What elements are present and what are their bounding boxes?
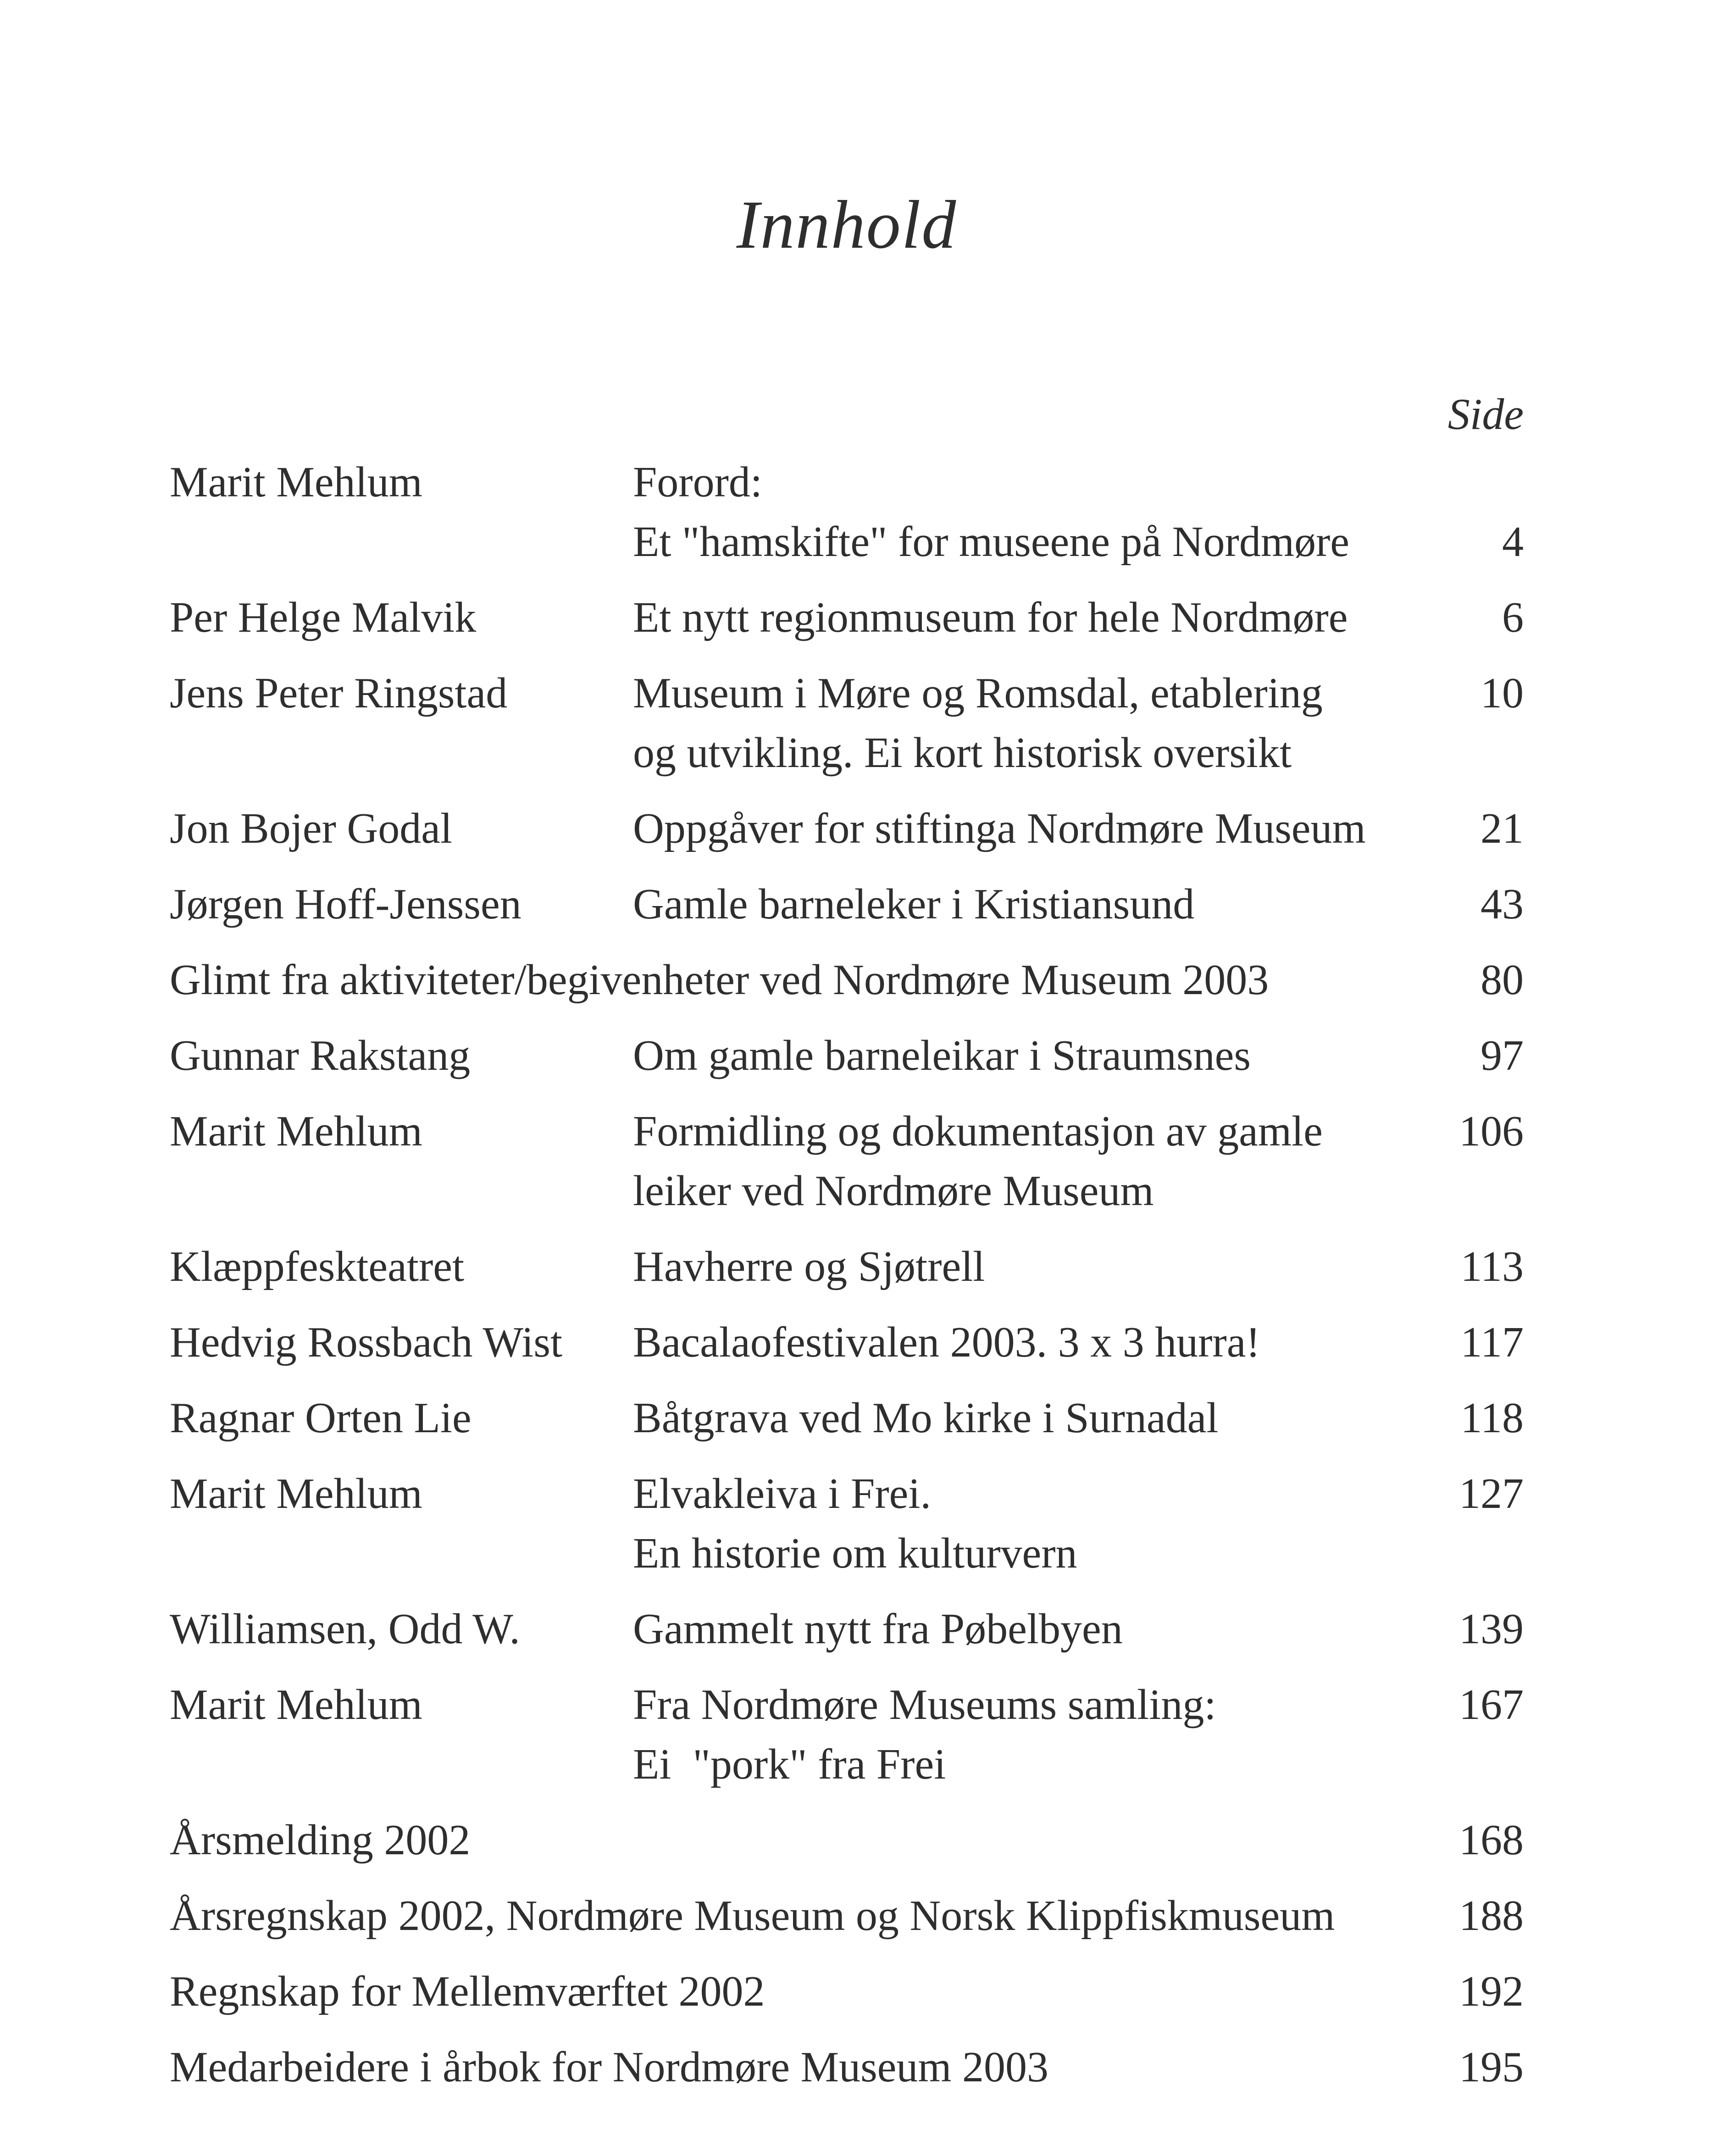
entry-title-line: Havherre og Sjøtrell <box>633 1242 985 1290</box>
author-name: Jørgen Hoff-Jenssen <box>170 880 521 928</box>
toc-entry-fullwidth <box>170 1886 1524 1946</box>
entry-title-line: Gammelt nytt fra Pøbelbyen <box>633 1605 1123 1653</box>
toc-entry <box>170 1237 1524 1296</box>
author-name: Gunnar Rakstang <box>170 1031 471 1079</box>
toc-entry-fullwidth <box>170 2037 1524 2097</box>
entry-title-line: Årsmelding 2002 <box>170 1816 471 1864</box>
entry-title <box>170 1810 1414 1870</box>
entry-title <box>633 1464 1414 1583</box>
entry-title-line: Bacalaofestivalen 2003. 3 x 3 hurra! <box>633 1318 1260 1366</box>
page-number: 4 <box>1502 517 1524 566</box>
page-number: 21 <box>1481 804 1524 852</box>
entry-title <box>633 663 1414 783</box>
toc-entry-fullwidth <box>170 1810 1524 1870</box>
page-number: 43 <box>1481 880 1524 928</box>
entry-title <box>633 1026 1414 1085</box>
toc-entry <box>170 1312 1524 1372</box>
page-number: 6 <box>1502 593 1524 641</box>
entry-title <box>633 588 1414 647</box>
entry-title-line: Et "hamskifte" for museene på Nordmøre <box>633 517 1349 566</box>
page-number-column <box>1414 1026 1524 1085</box>
entry-title <box>170 950 1414 1010</box>
entry-title-line: Formidling og dokumentasjon av gamle <box>633 1107 1323 1155</box>
author-name: Marit Mehlum <box>170 1680 422 1729</box>
toc-entry <box>170 1599 1524 1659</box>
entry-title-line: Gamle barneleker i Kristiansund <box>633 880 1195 928</box>
page-number-column <box>1414 1464 1524 1583</box>
page-title: Innhold <box>736 187 957 263</box>
author-name: Williamsen, Odd W. <box>170 1605 520 1653</box>
page-number: 139 <box>1459 1605 1524 1653</box>
entry-title-line: Oppgåver for stiftinga Nordmøre Museum <box>633 804 1366 852</box>
page-number-column <box>1414 663 1524 783</box>
page-number: 167 <box>1459 1680 1524 1729</box>
page-number-column <box>1414 2037 1524 2097</box>
author-name: Ragnar Orten Lie <box>170 1394 471 1442</box>
entry-title-line: Ei "pork" fra Frei <box>633 1740 946 1788</box>
page-number: 127 <box>1459 1469 1524 1518</box>
page-number-column <box>1414 1312 1524 1372</box>
page-number: 195 <box>1459 2043 1524 2091</box>
entry-title <box>633 1388 1414 1448</box>
toc-entry <box>170 1464 1524 1583</box>
entry-title-line: Årsregnskap 2002, Nordmøre Museum og Norsk Klippfiskmuseum <box>170 1891 1335 1940</box>
entry-title-line: Medarbeidere i årbok for Nordmøre Museum 2003 <box>170 2043 1048 2091</box>
toc-entry <box>170 1388 1524 1448</box>
toc-entry <box>170 1101 1524 1221</box>
toc-entry-fullwidth <box>170 950 1524 1010</box>
entry-title <box>633 799 1414 858</box>
author-name: Per Helge Malvik <box>170 593 477 641</box>
entry-title <box>170 1886 1414 1946</box>
page-number-column <box>1414 1101 1524 1221</box>
entry-title <box>170 1962 1414 2021</box>
side-column-header: Side <box>1448 389 1524 439</box>
author-name: Jon Bojer Godal <box>170 804 453 852</box>
entry-title-line: leiker ved Nordmøre Museum <box>633 1167 1154 1215</box>
entry-title-line: Fra Nordmøre Museums samling: <box>633 1680 1216 1729</box>
page-number-column <box>1414 1810 1524 1870</box>
toc-entry <box>170 874 1524 934</box>
page-number: 192 <box>1459 1967 1524 2015</box>
page-number: 97 <box>1481 1031 1524 1079</box>
page-number: 80 <box>1481 956 1524 1004</box>
page-number-column <box>1414 799 1524 858</box>
entry-title <box>633 1237 1414 1296</box>
entry-title-line: Glimt fra aktiviteter/begivenheter ved Nordmøre Museum 2003 <box>170 956 1269 1004</box>
entry-title <box>633 1675 1414 1794</box>
author-name: Jens Peter Ringstad <box>170 669 508 717</box>
page-number: 113 <box>1460 1242 1524 1290</box>
toc-entry <box>170 1675 1524 1794</box>
entry-title <box>633 1312 1414 1372</box>
page-number: 118 <box>1460 1394 1524 1442</box>
entry-title-line: Båtgrava ved Mo kirke i Surnadal <box>633 1394 1219 1442</box>
entry-title-line: Elvakleiva i Frei. <box>633 1469 931 1518</box>
entry-title-line: og utvikling. Ei kort historisk oversikt <box>633 728 1292 777</box>
page-number-column <box>1414 452 1524 572</box>
page-number-column <box>1414 1886 1524 1946</box>
entry-title <box>170 2037 1414 2097</box>
page-number: 188 <box>1459 1891 1524 1940</box>
page-number-column <box>1414 1388 1524 1448</box>
entry-title-line: Regnskap for Mellemværftet 2002 <box>170 1967 765 2015</box>
page-number-column <box>1414 874 1524 934</box>
toc-entry <box>170 588 1524 647</box>
page-number: 106 <box>1459 1107 1524 1155</box>
entry-title <box>633 874 1414 934</box>
entry-title-line: Forord: <box>633 458 762 506</box>
toc-content <box>170 0 1524 2113</box>
page-number-column <box>1414 1599 1524 1659</box>
page-number: 117 <box>1460 1318 1524 1366</box>
entry-title-line: En historie om kulturvern <box>633 1529 1077 1577</box>
author-name: Marit Mehlum <box>170 1107 422 1155</box>
entry-title-line: Om gamle barneleikar i Straumsnes <box>633 1031 1251 1079</box>
page-number-spacer <box>1414 452 1524 512</box>
page-number-column <box>1414 1962 1524 2021</box>
toc-entry-fullwidth <box>170 1962 1524 2021</box>
entry-title <box>633 1101 1414 1221</box>
author-name: Klæppfeskteatret <box>170 1242 465 1290</box>
entry-title-line: Museum i Møre og Romsdal, etablering <box>633 669 1323 717</box>
toc-entry <box>170 663 1524 783</box>
entry-title-line: Et nytt regionmuseum for hele Nordmøre <box>633 593 1348 641</box>
page-number-column <box>1414 950 1524 1010</box>
toc-entry <box>170 452 1524 572</box>
page-number: 168 <box>1459 1816 1524 1864</box>
page-number: 10 <box>1481 669 1524 717</box>
page-number-column <box>1414 1675 1524 1794</box>
author-name: Marit Mehlum <box>170 1469 422 1518</box>
entry-title <box>633 1599 1414 1659</box>
page-number-column <box>1414 1237 1524 1296</box>
author-name: Hedvig Rossbach Wist <box>170 1318 563 1366</box>
entry-title <box>633 452 1414 572</box>
page-number-column <box>1414 588 1524 647</box>
toc-entry <box>170 799 1524 858</box>
toc-entry <box>170 1026 1524 1085</box>
toc-entries <box>170 452 1524 2097</box>
author-name: Marit Mehlum <box>170 458 422 506</box>
